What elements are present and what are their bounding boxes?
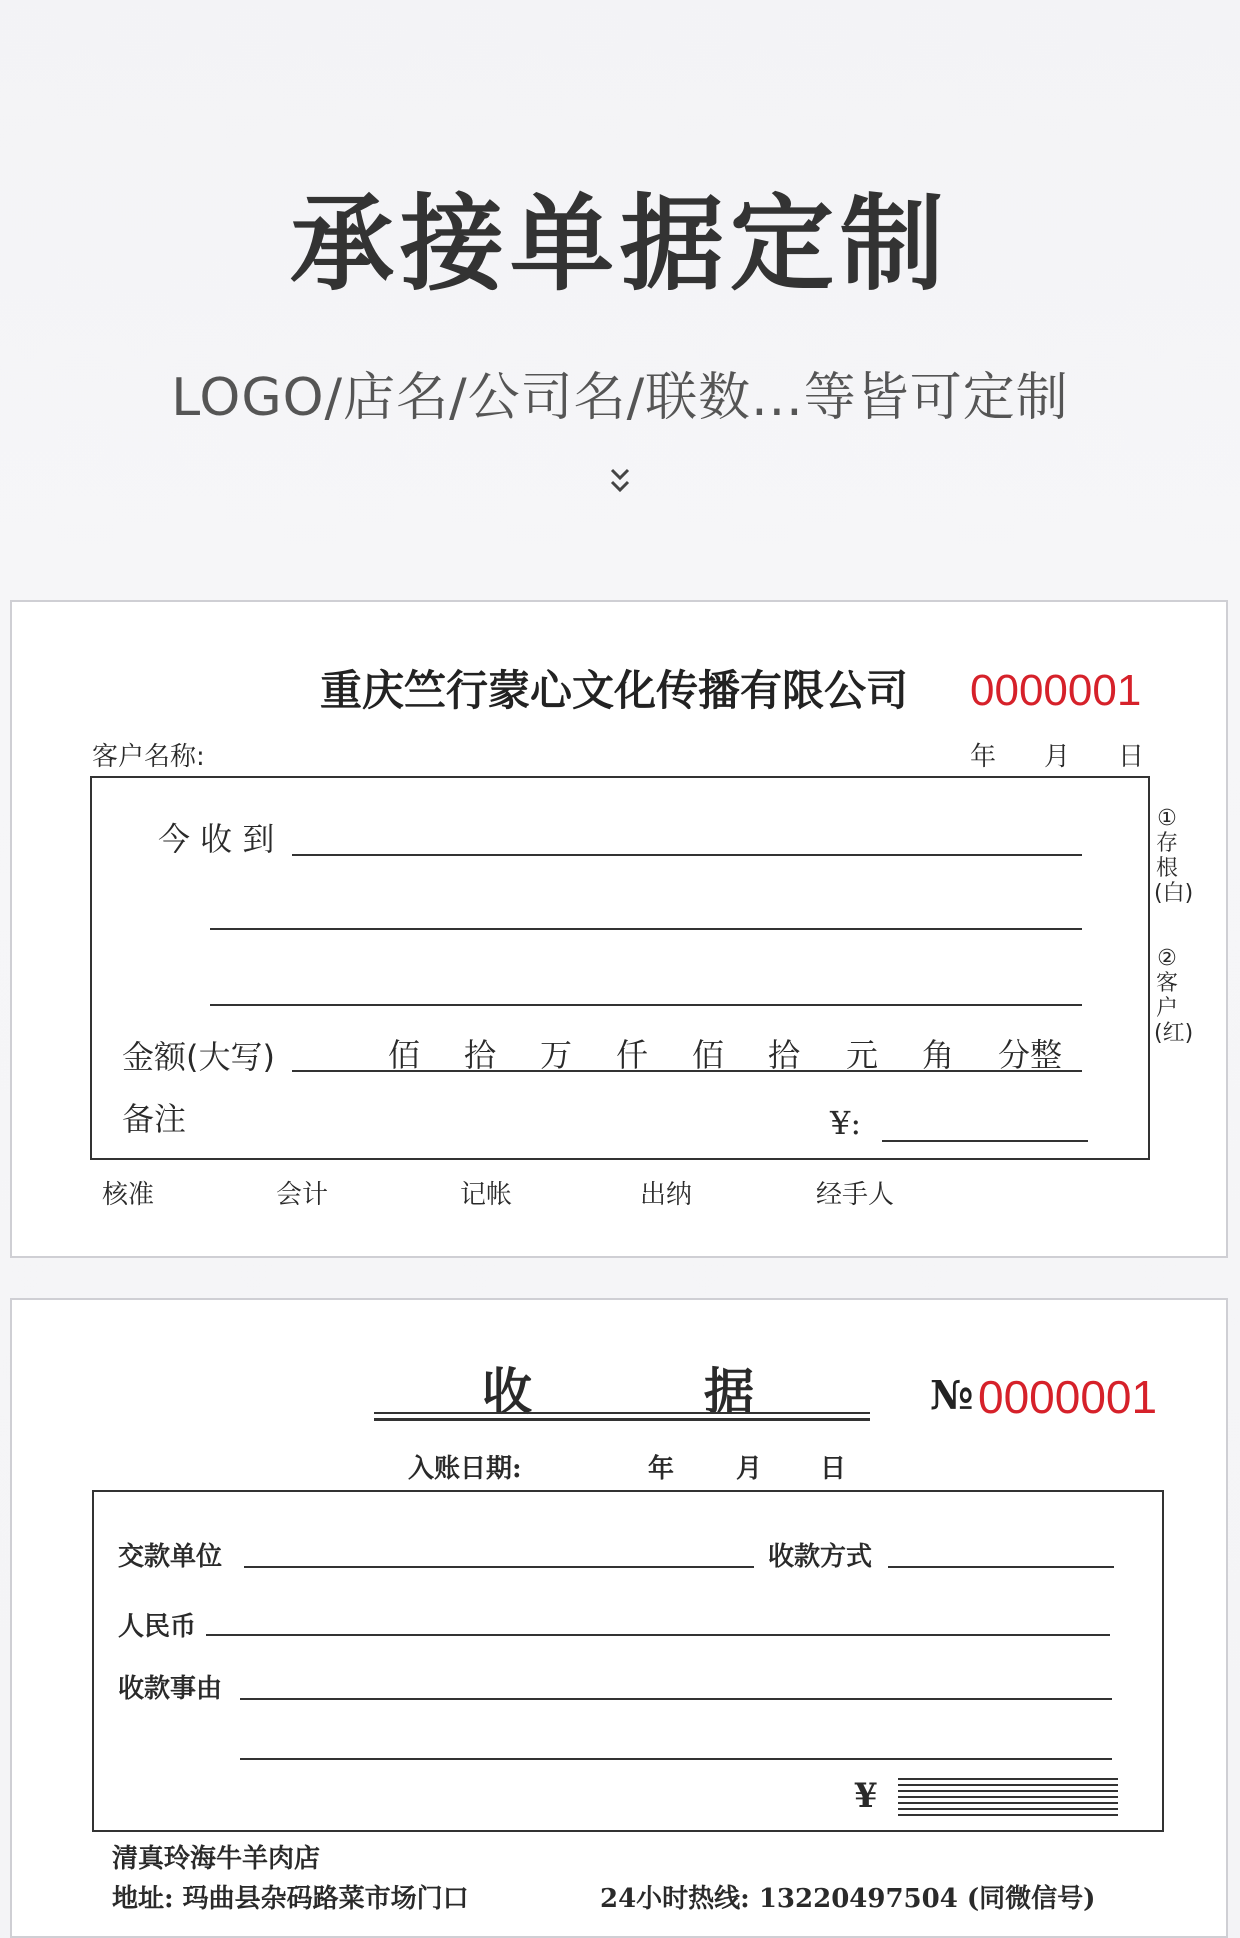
receipt-title-left: 收 <box>482 1362 532 1421</box>
signature-bookkeeping: 记帐 <box>460 1180 513 1210</box>
entry-date-label: 入账日期: <box>408 1454 522 1484</box>
amount-unit: 分整 <box>998 1036 1063 1074</box>
amount-unit: 万 <box>540 1036 573 1074</box>
hotline: 24小时热线: 13220497504 (同微信号) <box>600 1884 1096 1914</box>
amount-words-label: 金额(大写) <box>122 1038 275 1076</box>
amount-unit: 佰 <box>388 1036 421 1074</box>
page-subtitle: LOGO/店名/公司名/联数...等皆可定制 <box>171 368 1069 428</box>
date-year: 年 <box>648 1454 675 1484</box>
customer-name-label: 客户名称: <box>92 742 205 772</box>
signature-accountant: 会计 <box>276 1180 329 1210</box>
copy-note-red: ②客户(红) <box>1154 946 1194 1046</box>
shop-name: 清真玲海牛羊肉店 <box>112 1844 321 1874</box>
yen-symbol: ¥ <box>854 1776 878 1816</box>
signature-cashier: 出纳 <box>640 1180 693 1210</box>
date-day: 日 <box>820 1454 847 1484</box>
amount-unit: 元 <box>846 1036 879 1074</box>
receipt-number: 0000001 <box>970 666 1142 715</box>
amount-unit: 角 <box>922 1036 955 1074</box>
amount-unit: 拾 <box>768 1036 801 1074</box>
date-year: 年 <box>970 742 997 772</box>
copy-note-white: ①存根(白) <box>1154 806 1194 906</box>
double-chevron-down-icon <box>605 462 635 502</box>
signature-handler: 经手人 <box>816 1180 895 1210</box>
shop-address: 地址: 玛曲县杂码路菜市场门口 <box>112 1884 469 1914</box>
received-from-label: 今 收 到 <box>158 820 275 858</box>
date-month: 月 <box>736 1454 763 1484</box>
rmb-label: 人民币 <box>118 1612 197 1642</box>
reason-label: 收款事由 <box>118 1674 223 1704</box>
receipt-sample-2 <box>10 1298 1228 1938</box>
amount-unit: 仟 <box>616 1036 649 1074</box>
amount-unit: 佰 <box>692 1036 725 1074</box>
receipt-body-box <box>92 1490 1164 1832</box>
payment-method-label: 收款方式 <box>768 1542 873 1572</box>
remark-label: 备注 <box>122 1100 187 1138</box>
payer-label: 交款单位 <box>118 1542 223 1572</box>
receipt-sample-1 <box>10 600 1228 1258</box>
date-day: 日 <box>1118 742 1145 772</box>
receipt-number: 0000001 <box>978 1371 1158 1423</box>
receipt-body-box <box>90 776 1150 1160</box>
amount-unit: 拾 <box>464 1036 497 1074</box>
number-prefix: № <box>930 1372 974 1419</box>
yen-amount-label: ¥: <box>830 1104 862 1142</box>
receipt-title-right: 据 <box>704 1362 754 1421</box>
amount-hatch-lines <box>898 1776 1118 1822</box>
date-month: 月 <box>1044 742 1071 772</box>
signature-approve: 核准 <box>102 1180 155 1210</box>
company-name: 重庆竺行蒙心文化传播有限公司 <box>320 666 909 715</box>
page-headline: 承接单据定制 <box>289 183 950 305</box>
